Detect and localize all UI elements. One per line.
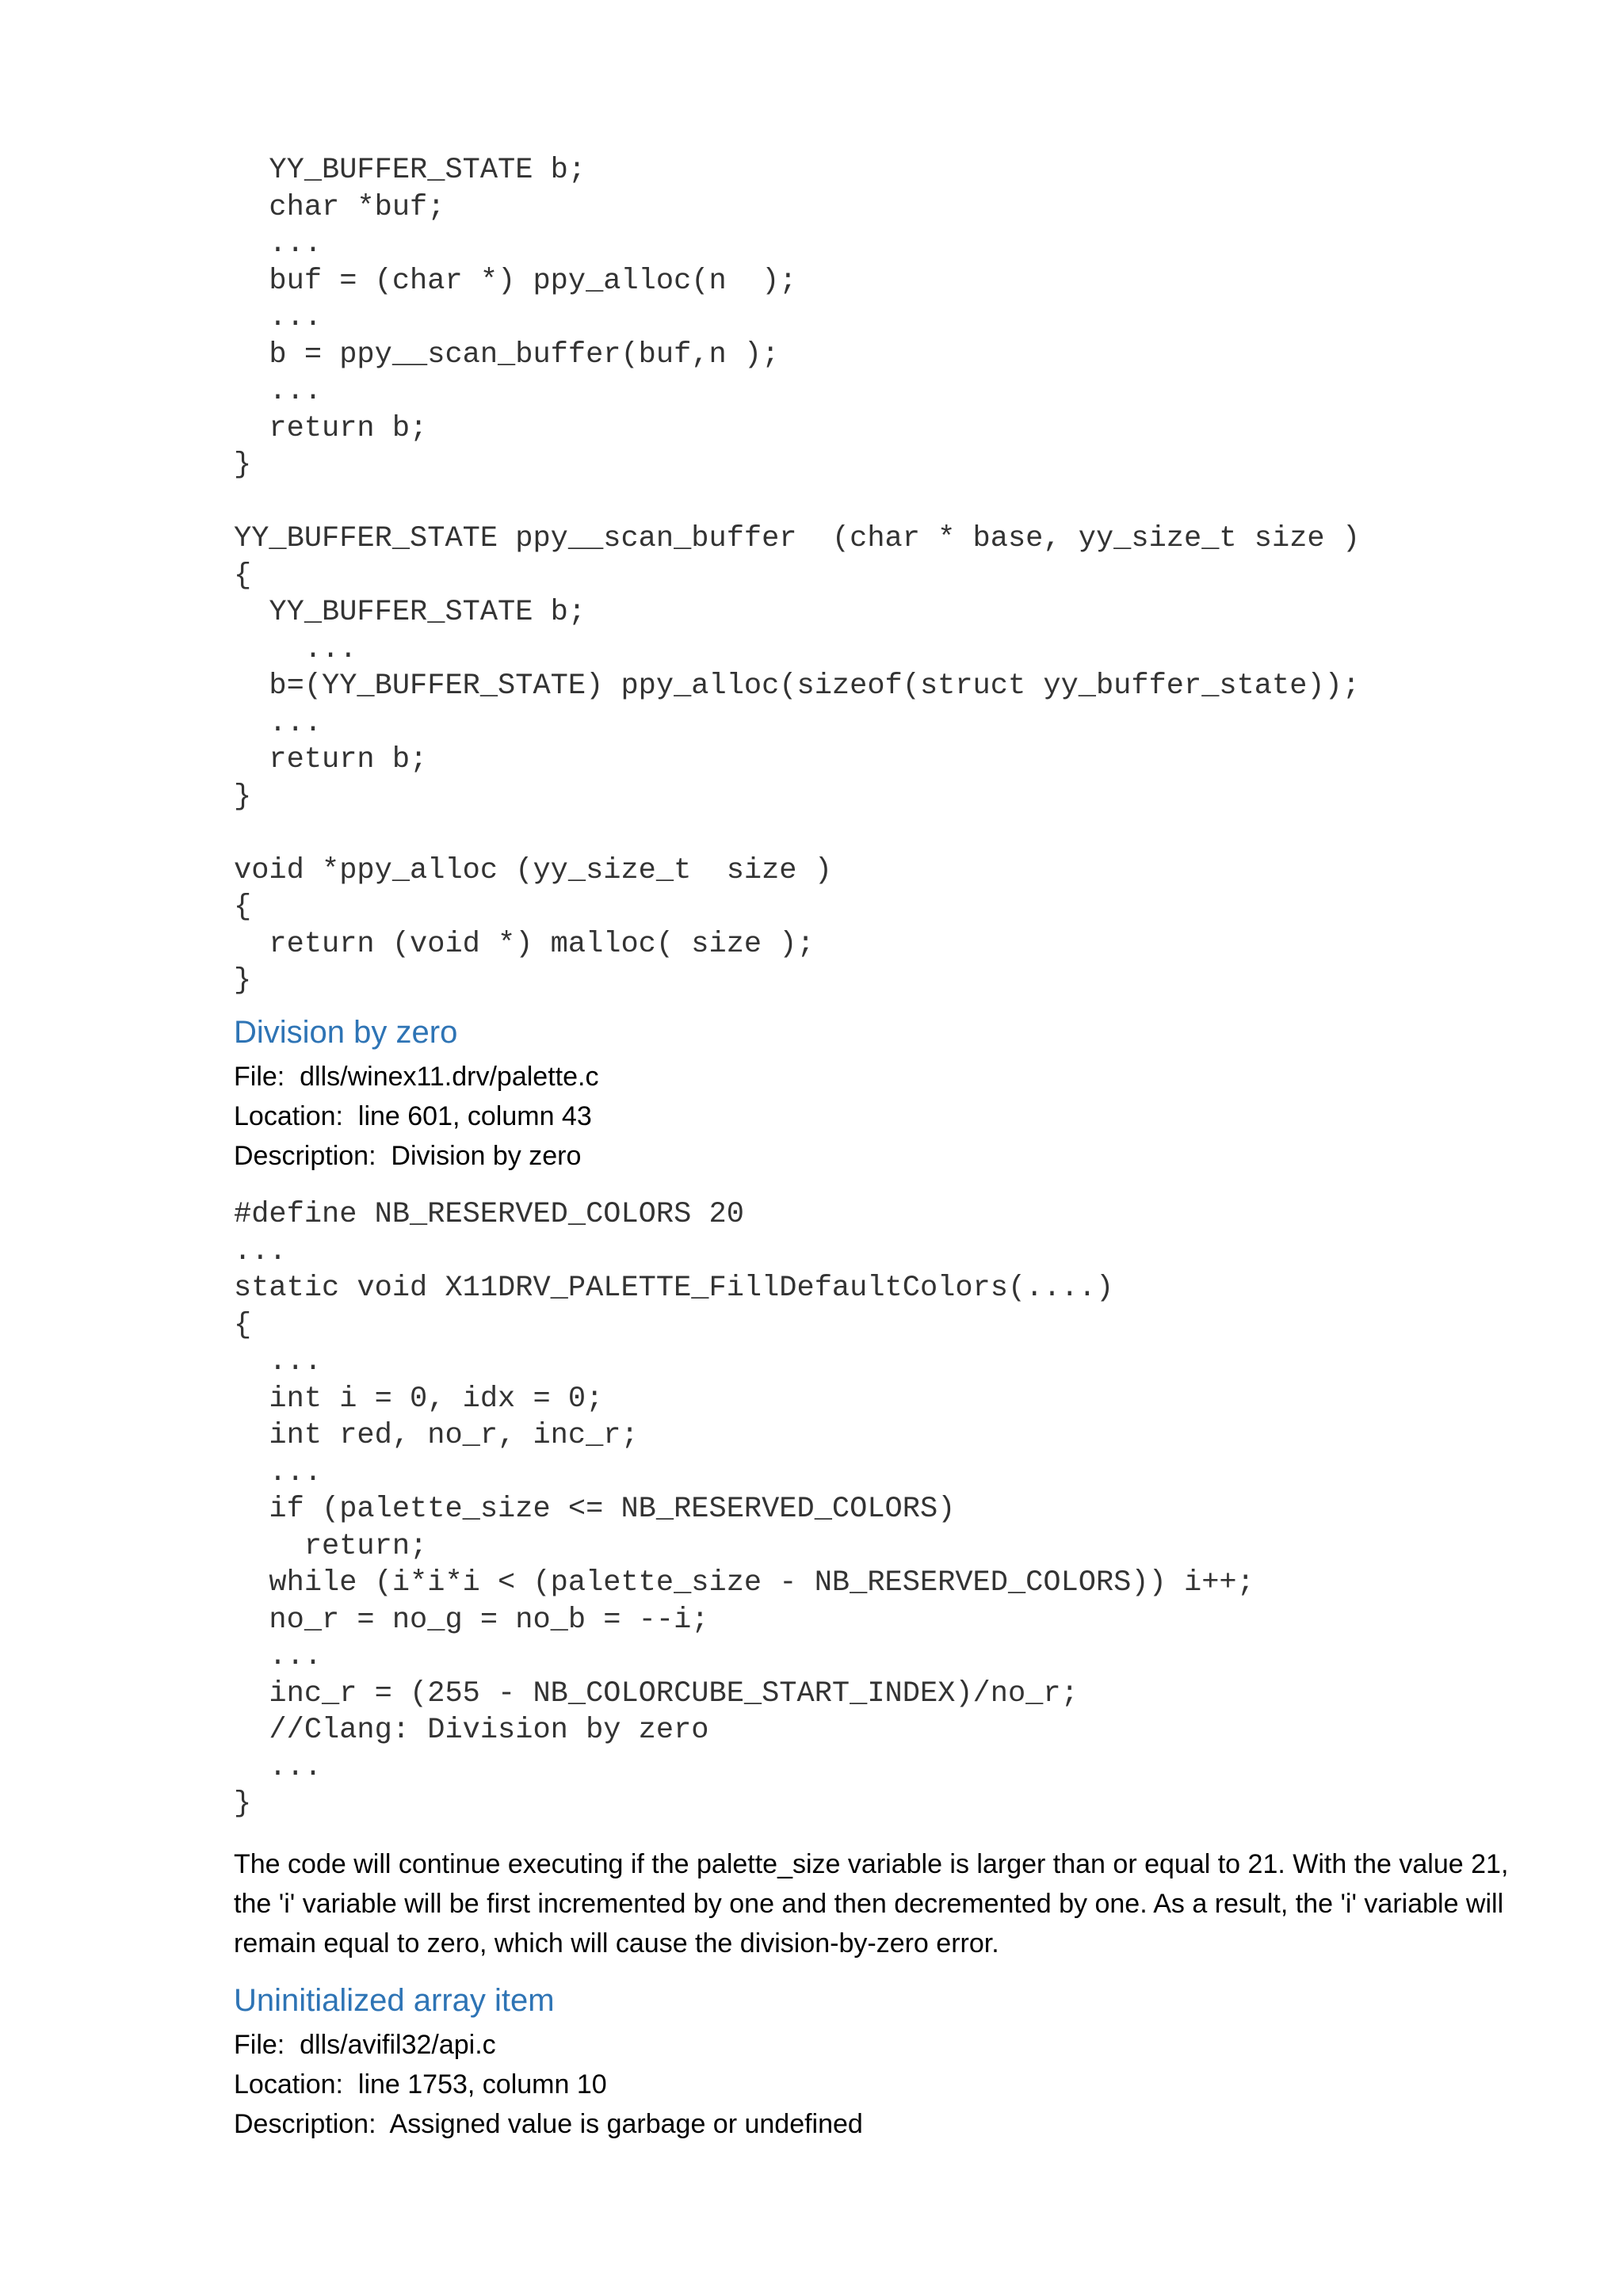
code-block-palette: #define NB_RESERVED_COLORS 20 ... static void X11DRV_PALETTE_FillDefaultColors(....) { ... int i = 0, idx = 0; int red, no_r, inc_r; ... if (palette_size <= NB_RESERVED_COLORS) return; while (i*i*i < (palette_size - NB_RESERVED_COLORS)) i++; no_r = no_g = no_b = --i; ... inc_r = (255 - NB_COLORCUBE_START_INDEX)/no_r; //Clang: Division by zero ... } bbox=[234, 1198, 1254, 1821]
division-description: Description: Division by zero bbox=[234, 1141, 582, 1171]
division-location: Location: line 601, column 43 bbox=[234, 1101, 592, 1131]
uninit-location: Location: line 1753, column 10 bbox=[234, 2069, 607, 2100]
division-meta bbox=[234, 1057, 598, 1176]
heading-division-by-zero: Division by zero bbox=[234, 1015, 458, 1050]
explanation-paragraph: The code will continue executing if the palette_size variable is larger than or equal to 21. With the value 21, the 'i' variable will be first incremented by one and then decremented by one. As a result, the 'i' variable will remain equal to zero, which will cause the division-by-zero error. bbox=[234, 1849, 1509, 1958]
division-file: File: dlls/winex11.drv/palette.c bbox=[234, 1062, 599, 1092]
code-block-scan-buffer: YY_BUFFER_STATE b; char *buf; ... buf = (char *) ppy_alloc(n ); ... b = ppy__scan_buffer(buf,n ); ... return b; } YY_BUFFER_STATE ppy__scan_buffer (char * base, yy_size_t size ) { YY_BUFFER_STATE b; ... b=(YY_BUFFER_STATE) ppy_alloc(sizeof(struct yy_buffer_state)); ... return b; } void *ppy_alloc (yy_size_t size ) { return (void *) malloc( size ); } bbox=[234, 154, 1361, 997]
heading-uninitialized-array-item: Uninitialized array item bbox=[234, 1983, 555, 2018]
uninit-description: Description: Assigned value is garbage or undefined bbox=[234, 2109, 863, 2139]
uninit-file: File: dlls/avifil32/api.c bbox=[234, 2030, 496, 2060]
uninit-meta bbox=[234, 2025, 863, 2144]
